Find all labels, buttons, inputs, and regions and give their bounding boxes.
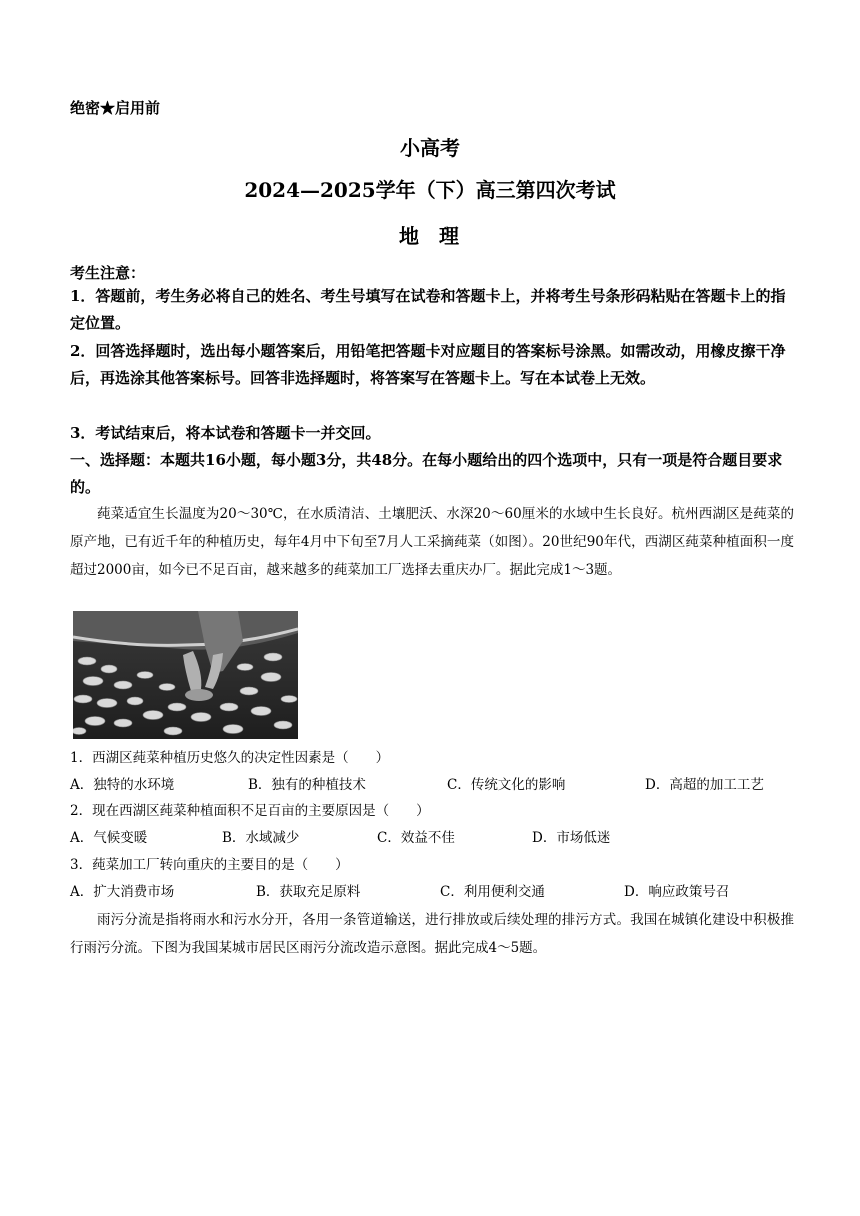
notice-heading: 考生注意： [70,264,146,282]
notice-item-3: 3．考试结束后，将本试卷和答题卡一并交回。 [70,424,381,442]
option-a: A．独特的水环境 [70,777,175,793]
org-title: 小高考 [400,136,460,160]
option-a: A．扩大消费市场 [70,884,175,900]
question-2-stem: 2．现在西湖区莼菜种植面积不足百亩的主要原因是（ ） [70,803,430,819]
passage-1: 莼菜适宜生长温度为20～30℃，在水质清洁、土壤肥沃、水深20～60厘米的水域中生长良好。杭州西湖区是莼菜的原产地，已有近千年的种植历史，每年4月中下旬至7月人工采摘莼菜（如图）。20世纪90年代，西湖区莼菜种植面积一度超过2000亩，如今已不足百亩，越来越多的莼菜加工厂选择去重庆办厂。据此完成1～3题。 [70,506,794,578]
option-c: C．利用便利交通 [440,884,545,900]
exam-title: 2024—2025学年（下）高三第四次考试 [244,178,616,202]
subject-char-1: 地 [399,224,421,248]
question-3-options [70,880,794,900]
notice-item-2: 2．回答选择题时，选出每小题答案后，用铅笔把答题卡对应题目的答案标号涂黑。如需改动，用橡皮擦干净后，再选涂其他答案标号。回答非选择题时，将答案写在答题卡上。写在本试卷上无效。 [70,342,786,387]
option-b: B．独有的种植技术 [248,777,366,793]
subject-title [0,220,860,249]
passage-2: 雨污分流是指将雨水和污水分开，各用一条管道输送，进行排放或后续处理的排污方式。我国在城镇化建设中积极推行雨污分流。下图为我国某城市居民区雨污分流改造示意图。据此完成4～5题。 [70,912,794,956]
option-d: D．高超的加工工艺 [645,777,764,793]
question-3-stem: 3．莼菜加工厂转向重庆的主要目的是（ ） [70,857,349,873]
option-c: C．传统文化的影响 [447,777,566,793]
confidential-label: 绝密★启用前 [70,99,161,117]
option-c: C．效益不佳 [377,830,455,846]
section-title: 一、选择题：本题共16小题，每小题3分，共48分。在每小题给出的四个选项中，只有一项是符合题目要求的。 [70,451,783,496]
option-b: B．获取充足原料 [256,884,361,900]
option-d: D．市场低迷 [532,830,611,846]
question-2-options [70,826,794,846]
water-shield-harvest-photo [73,611,298,739]
option-b: B．水域减少 [222,830,300,846]
option-d: D．响应政策号召 [624,884,730,900]
subject-char-2: 理 [439,224,461,248]
question-1-options [70,773,794,793]
notice-item-1: 1．答题前，考生务必将自己的姓名、考生号填写在试卷和答题卡上，并将考生号条形码粘贴在答题卡上的指定位置。 [70,287,786,332]
question-1-stem: 1．西湖区莼菜种植历史悠久的决定性因素是（ ） [70,750,390,766]
option-a: A．气候变暖 [70,830,148,846]
